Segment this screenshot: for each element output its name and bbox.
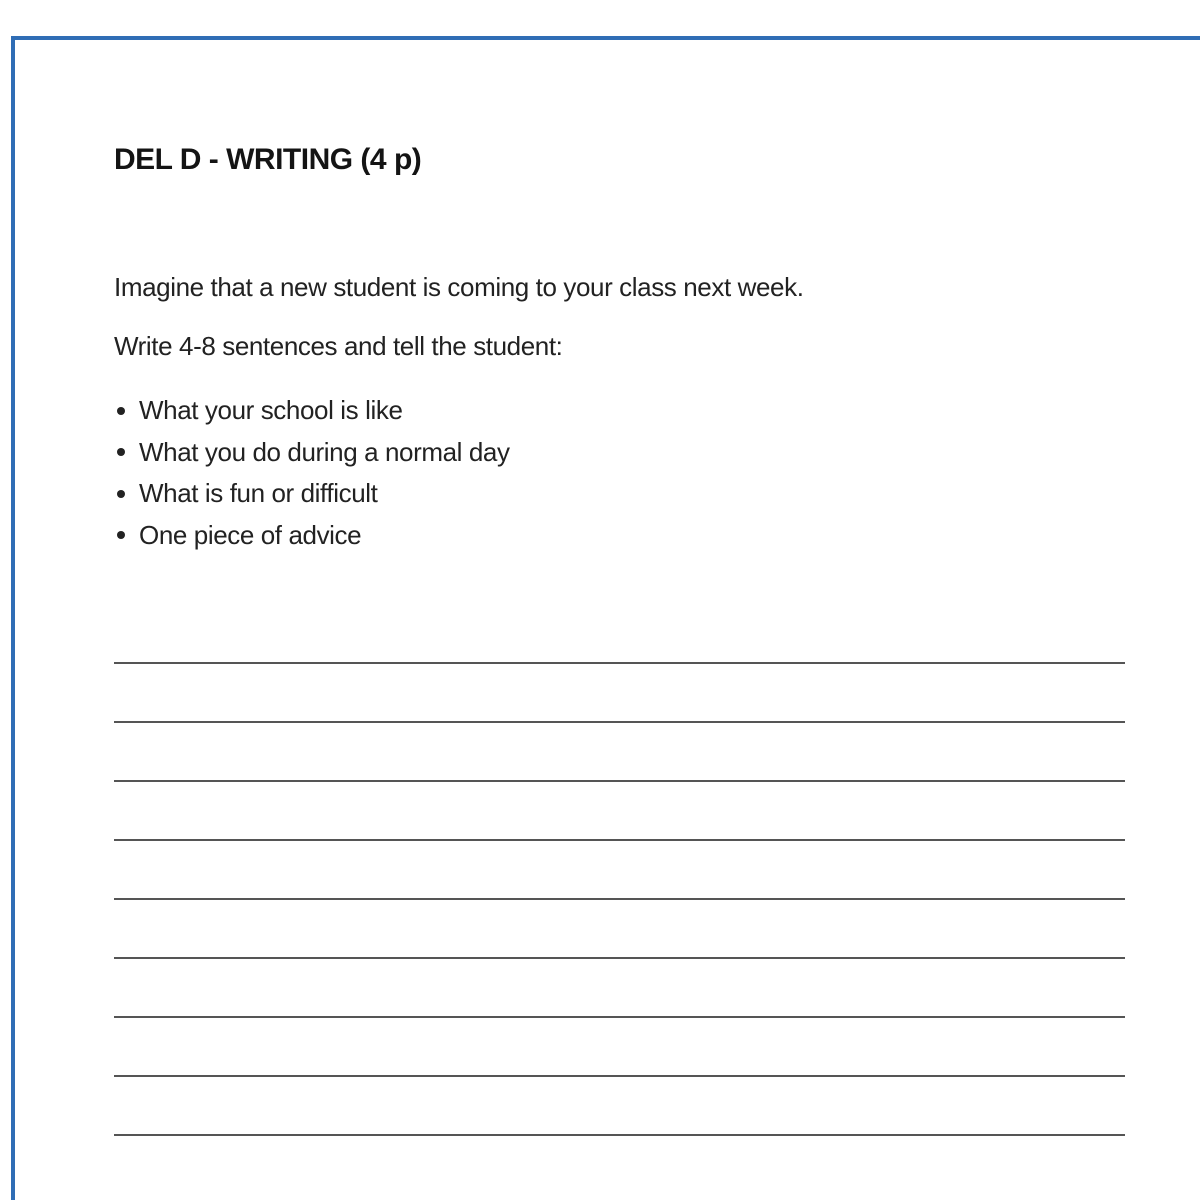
task-intro-text: Imagine that a new student is coming to your class next week.: [114, 272, 804, 302]
prompt-bullet-text: What your school is like: [139, 395, 403, 426]
prompt-bullet-item: [114, 473, 510, 515]
answer-line[interactable]: [114, 780, 1125, 782]
bullet-icon: [117, 448, 125, 456]
prompt-bullet-item: [114, 515, 510, 557]
task-instruction-text: Write 4-8 sentences and tell the student:: [114, 331, 563, 361]
answer-line[interactable]: [114, 1075, 1125, 1077]
answer-line[interactable]: [114, 662, 1125, 664]
answer-line[interactable]: [114, 957, 1125, 959]
bullet-icon: [117, 490, 125, 498]
section-heading: DEL D - WRITING (4 p): [114, 143, 422, 176]
prompt-bullet-list: [114, 390, 510, 556]
answer-line[interactable]: [114, 721, 1125, 723]
answer-line[interactable]: [114, 1016, 1125, 1018]
prompt-bullet-text: What you do during a normal day: [139, 436, 510, 467]
bullet-icon: [117, 531, 125, 539]
worksheet-page: [11, 36, 1200, 1200]
answer-line[interactable]: [114, 1134, 1125, 1136]
bullet-icon: [117, 407, 125, 415]
prompt-bullet-item: [114, 432, 510, 474]
prompt-bullet-text: One piece of advice: [139, 519, 362, 550]
prompt-bullet-item: [114, 390, 510, 432]
answer-line[interactable]: [114, 839, 1125, 841]
prompt-bullet-text: What is fun or difficult: [139, 478, 378, 509]
answer-line[interactable]: [114, 898, 1125, 900]
